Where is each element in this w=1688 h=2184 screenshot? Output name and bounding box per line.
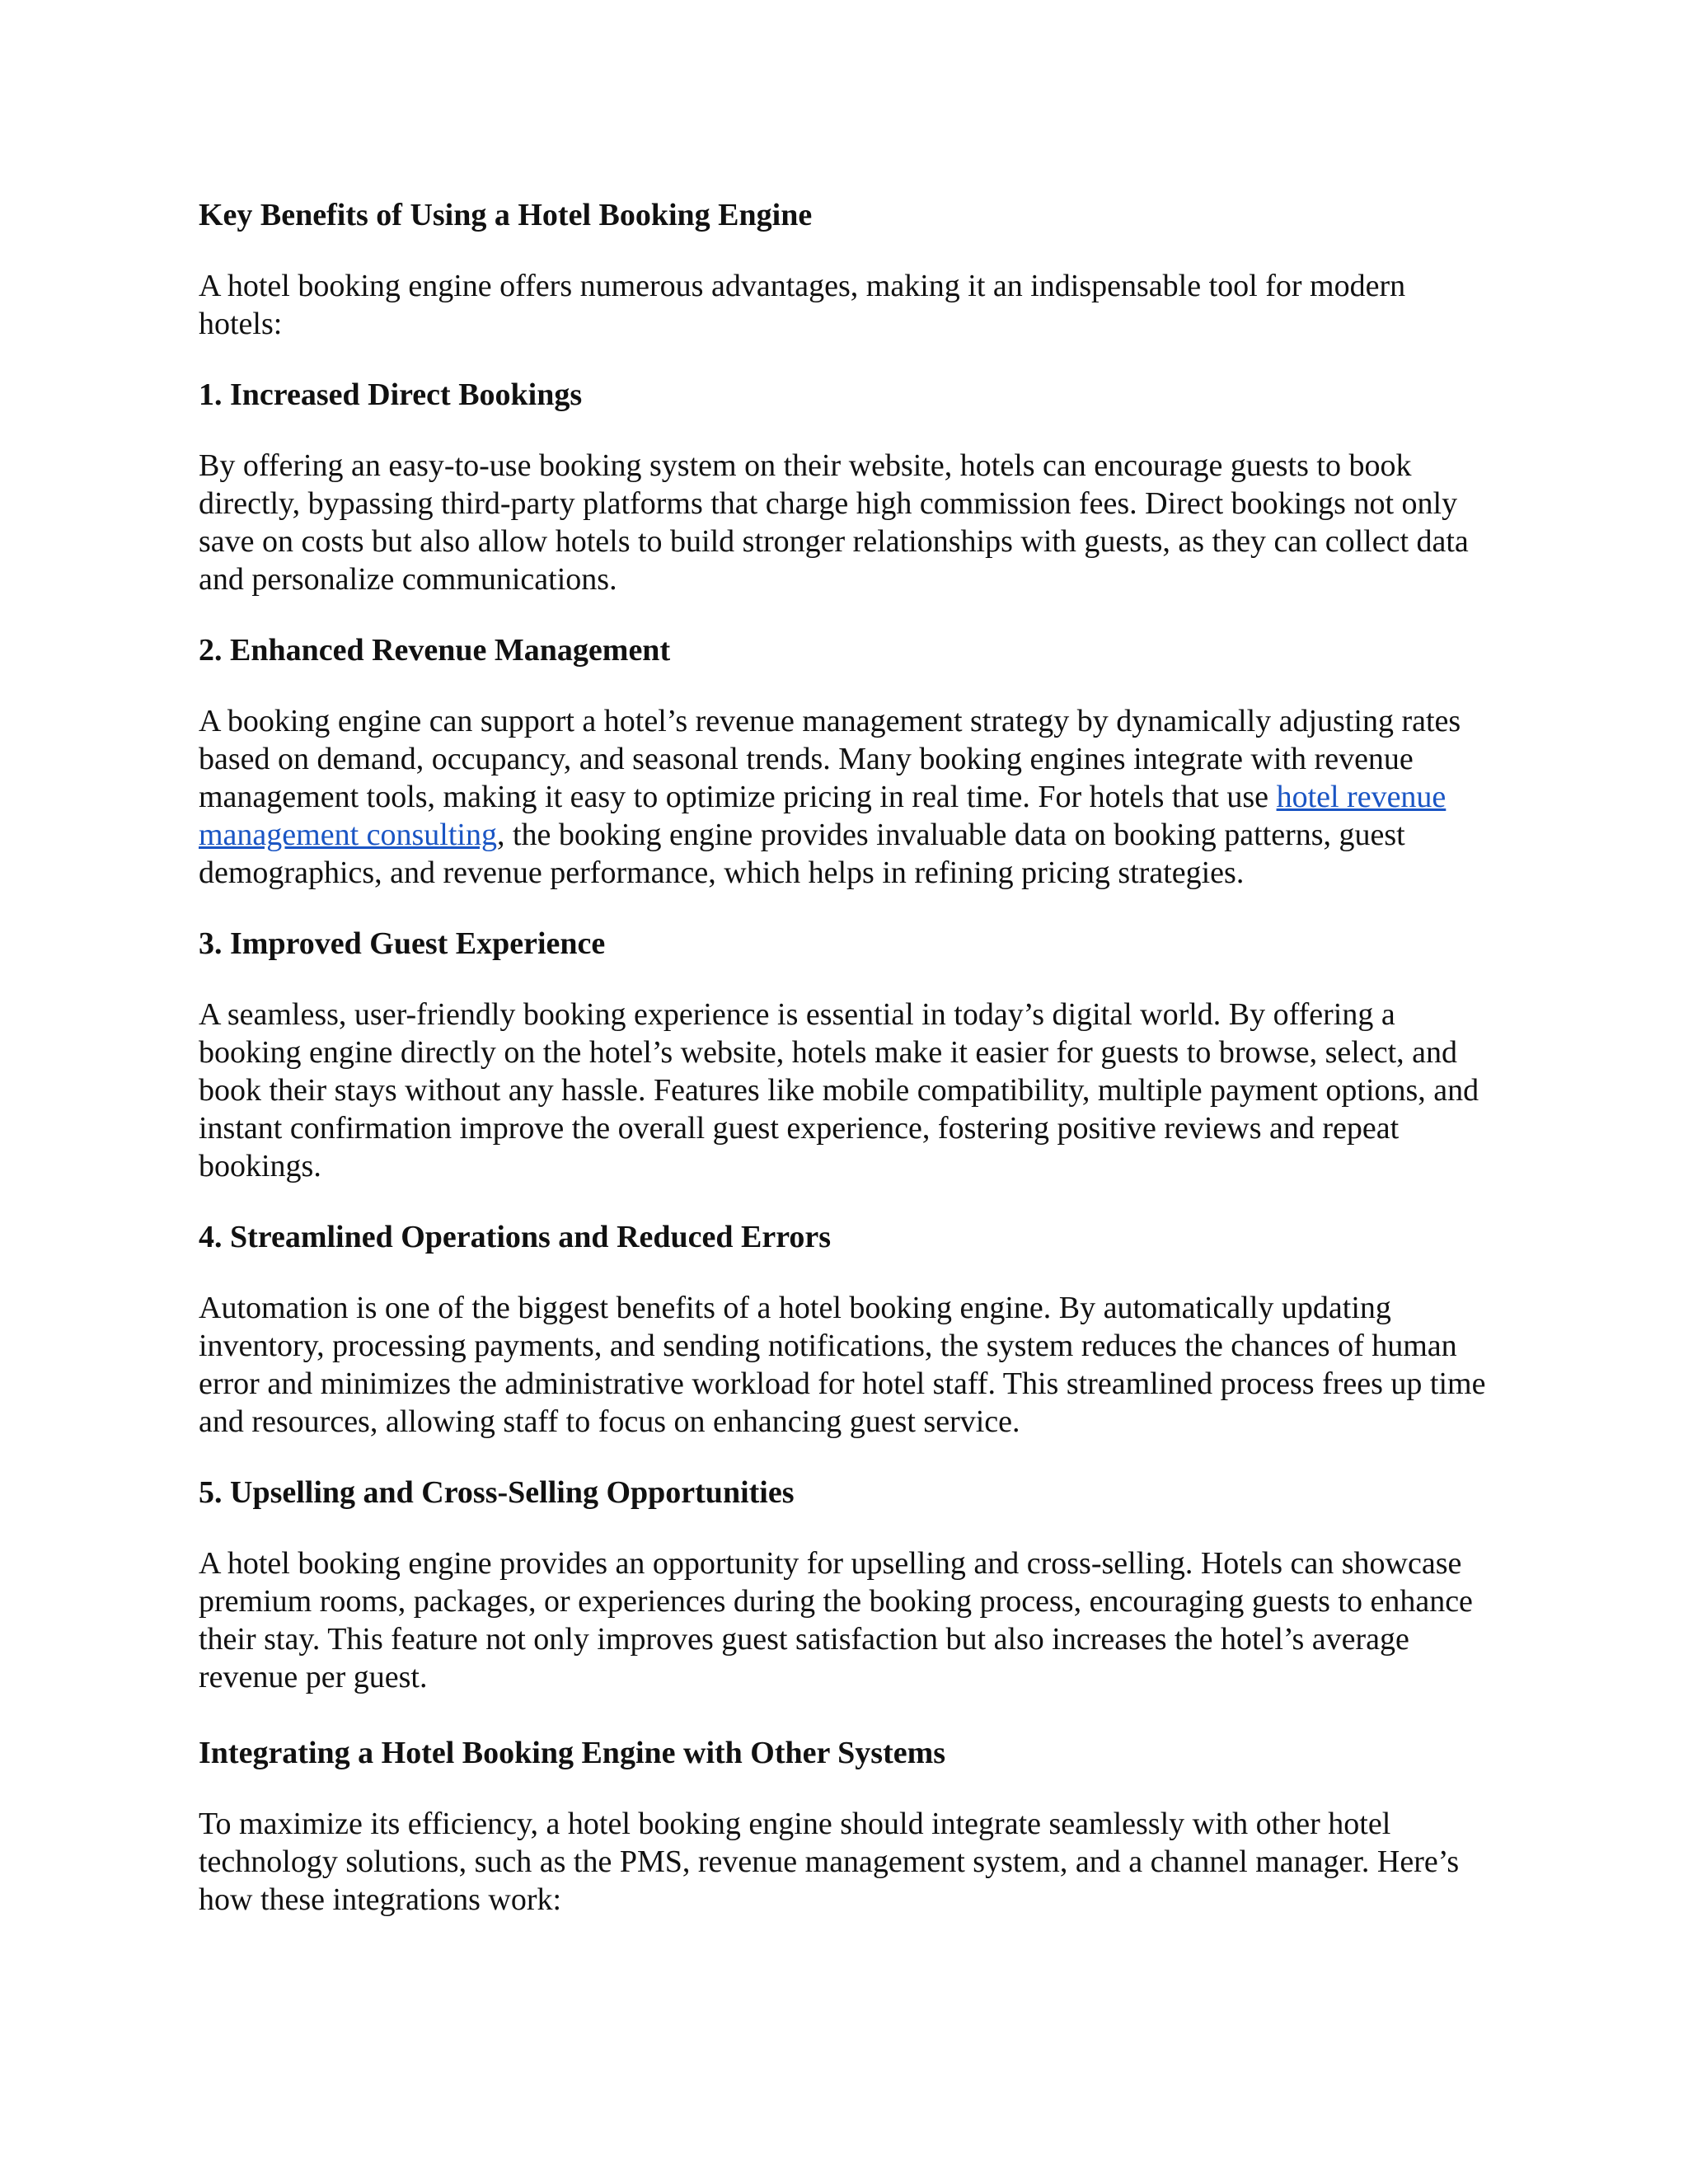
integration-heading: Integrating a Hotel Booking Engine with Other Systems xyxy=(199,1736,946,1770)
benefit-5-paragraph: A hotel booking engine provides an opportunity for upselling and cross-selling. Hotels can showcase premium rooms, packages, or experiences during the booking process, encouraging guests to enhance their stay. This feature not only improves guest satisfaction but also increases the hotel’s average revenue per guest. xyxy=(199,1546,1473,1694)
benefit-4-heading: 4. Streamlined Operations and Reduced Errors xyxy=(199,1220,832,1254)
benefit-2-paragraph xyxy=(199,702,1493,892)
integration-paragraph: To maximize its efficiency, a hotel booking engine should integrate seamlessly with other hotel technology solutions, such as the PMS, revenue management system, and a channel manager. Here’s how these integrations work: xyxy=(199,1807,1460,1917)
document-content xyxy=(199,196,1493,1952)
benefit-2-heading: 2. Enhanced Revenue Management xyxy=(199,633,671,668)
benefit-3-heading: 3. Improved Guest Experience xyxy=(199,926,606,961)
benefit-1-paragraph: By offering an easy-to-use booking system on their website, hotels can encourage guests to book directly, bypassing third-party platforms that charge high commission fees. Direct bookings not only save on costs but also allow hotels to build stronger relationships with guests, as they can collect data and personalize communications. xyxy=(199,448,1469,597)
benefit-3-paragraph: A seamless, user-friendly booking experience is essential in today’s digital world. By offering a booking engine directly on the hotel’s website, hotels make it easier for guests to browse, select, and book their stays without any hassle. Features like mobile compatibility, multiple payment options, and instant confirmation improve the overall guest experience, fostering positive reviews and repeat bookings. xyxy=(199,997,1479,1183)
benefit-4-paragraph: Automation is one of the biggest benefits of a hotel booking engine. By automatically updating inventory, processing payments, and sending notifications, the system reduces the chances of human error and minimizes the administrative workload for hotel staff. This streamlined process frees up time and resources, allowing staff to focus on enhancing guest service. xyxy=(199,1291,1486,1439)
revenue-consulting-link[interactable]: hotel revenue management consulting xyxy=(199,780,1447,852)
benefit-1-heading: 1. Increased Direct Bookings xyxy=(199,377,583,412)
document-title: Key Benefits of Using a Hotel Booking Engine xyxy=(199,198,813,232)
benefit-5-heading: 5. Upselling and Cross-Selling Opportunities xyxy=(199,1475,795,1510)
intro-paragraph: A hotel booking engine offers numerous advantages, making it an indispensable tool for modern hotels: xyxy=(199,269,1406,341)
benefit-2-text-after-link: , the booking engine provides invaluable data on booking patterns, guest demographics, and revenue performance, which helps in refining pricing strategies. xyxy=(199,818,1405,890)
benefit-2-text-before-link: A booking engine can support a hotel’s revenue management strategy by dynamically adjusting rates based on demand, occupancy, and seasonal trends. Many booking engines integrate with revenue management tools, making it easy to optimize pricing in real time. For hotels that use xyxy=(199,704,1461,814)
